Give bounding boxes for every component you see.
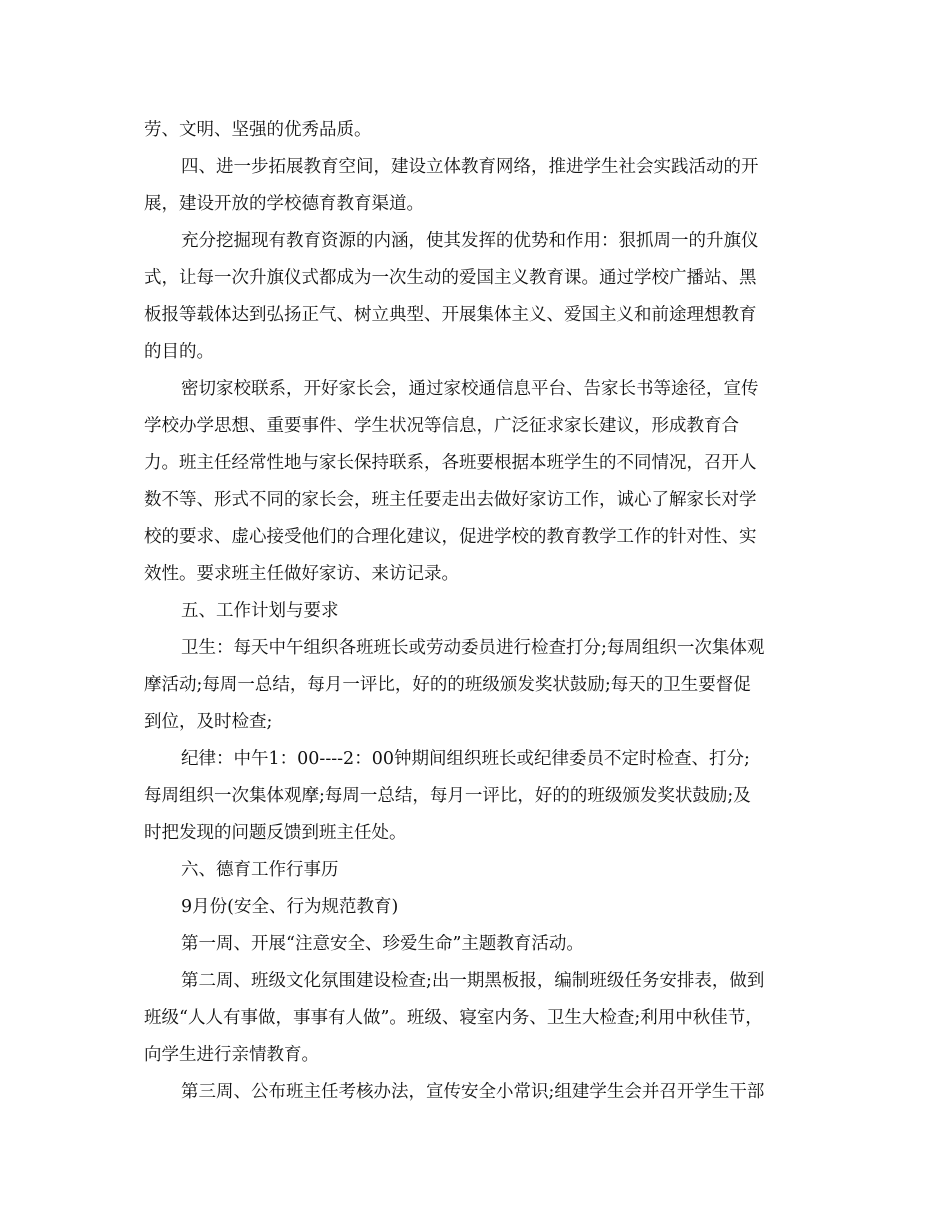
text-line: 第一周、开展“注意安全、珍爱生命”主题教育活动。: [181, 934, 584, 954]
text-line: 效性。要求班主任做好家访、来访记录。: [144, 564, 459, 584]
text-line: 四、进一步拓展教育空间，建设立体教育网络，推进学生社会实践活动的开: [181, 157, 759, 177]
text-line: 向学生进行亲情教育。: [144, 1045, 319, 1065]
section-heading: 六、德育工作行事历: [181, 860, 339, 880]
text-line: 力。班主任经常性地与家长保持联系，各班要根据本班学生的不同情况，召开人: [144, 453, 757, 473]
text-line: 劳、文明、坚强的优秀品质。: [144, 120, 372, 140]
text-line: 到位，及时检查;: [144, 712, 273, 732]
text-line: 展，建设开放的学校德育教育渠道。: [144, 194, 424, 214]
month-heading: 9月份(安全、行为规范教育): [181, 897, 399, 917]
text-line: 第二周、班级文化氛围建设检查;出一期黑板报，编制班级任务安排表，做到: [181, 971, 765, 991]
text-line: 密切家校联系，开好家长会，通过家校通信息平台、告家长书等途径，宣传: [181, 379, 759, 399]
text-line: 的目的。: [144, 342, 214, 362]
text-line: 每周组织一次集体观摩;每周一总结，每月一评比，好的的班级颁发奖状鼓励;及: [144, 786, 751, 806]
section-heading: 五、工作计划与要求: [181, 601, 339, 621]
text-line: 式，让每一次升旗仪式都成为一次生动的爱国主义教育课。通过学校广播站、黑: [144, 268, 757, 288]
text-line: 纪律：中午1：00----2：00钟期间组织班长或纪律委员不定时检查、打分;: [181, 749, 750, 769]
text-line: 学校办学思想、重要事件、学生状况等信息，广泛征求家长建议，形成教育合: [144, 416, 739, 436]
text-line: 板报等载体达到弘扬正气、树立典型、开展集体主义、爱国主义和前途理想教育: [144, 305, 757, 325]
text-line: 校的要求、虚心接受他们的合理化建议，促进学校的教育教学工作的针对性、实: [144, 527, 757, 547]
text-line: 时把发现的问题反馈到班主任处。: [144, 823, 407, 843]
text-line: 摩活动;每周一总结，每月一评比，好的的班级颁发奖状鼓励;每天的卫生要督促: [144, 675, 751, 695]
text-line: 第三周、公布班主任考核办法，宣传安全小常识;组建学生会并召开学生干部: [181, 1082, 765, 1102]
text-line: 班级“人人有事做，事事有人做”。班级、寝室内务、卫生大检查;利用中秋佳节，: [144, 1008, 763, 1028]
text-line: 充分挖掘现有教育资源的内涵，使其发挥的优势和作用：狠抓周一的升旗仪: [181, 231, 759, 251]
text-line: 卫生：每天中午组织各班班长或劳动委员进行检查打分;每周组织一次集体观: [181, 638, 765, 658]
text-line: 数不等、形式不同的家长会，班主任要走出去做好家访工作，诚心了解家长对学: [144, 490, 757, 510]
